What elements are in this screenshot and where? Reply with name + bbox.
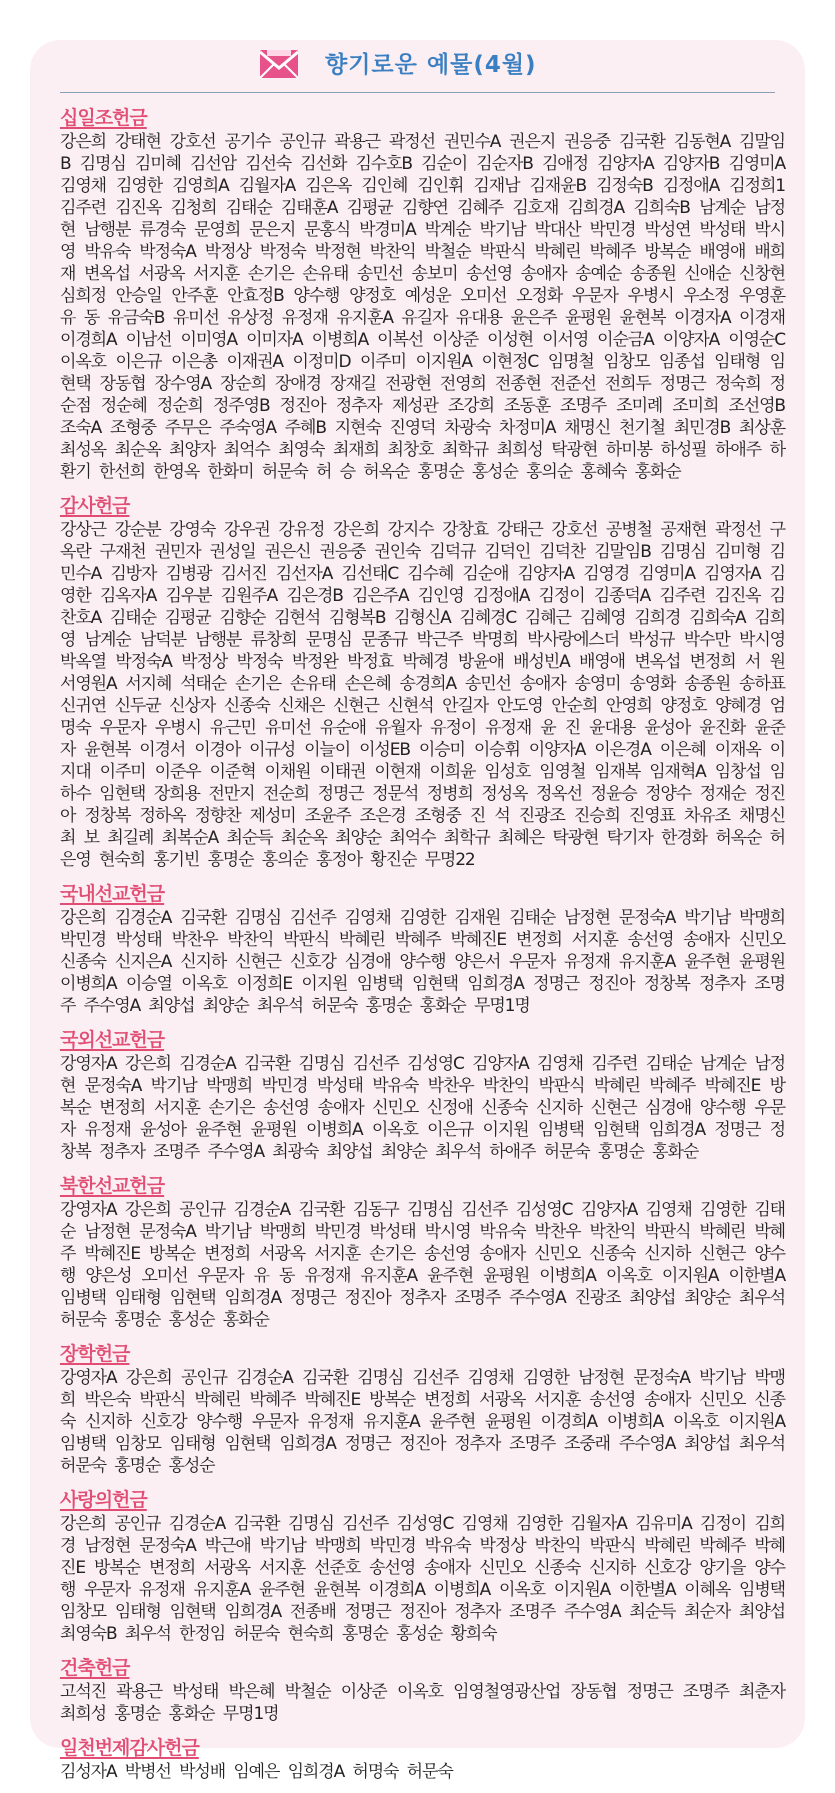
header: [30, 40, 805, 92]
section-names: 강은희 공인규 김경순A 김국환 김명심 김선주 김성영C 김영채 김영한 김월자A 김유미A 김정이 김희경 남정현 문정숙A 박근애 박기남 박맹희 박민경 박유숙 박정상 박찬익 박판식 박혜린 박혜주 박혜진E 방복순 변정희 서광옥 서지훈 선준호 송선영 송애자 신민오 신종숙 신지하 신호강 양기을 양수행 우문자 유정재 유지훈A 윤주현 윤현복 이경희A 이병희A 이옥호 이지원A 이한별A 이혜옥 임병택 임창모 임태형 임현택 임희경A 전종배 정명근 정진아 정추자 조명주 주수영A 최순득 최순자 최양섭 최영숙B 최우석 한정임 허문숙 현숙희 홍명순 홍성순 황희숙: [60, 1514, 785, 1644]
section-names: 고석진 곽용근 박성태 박은혜 박철순 이상준 이옥호 임영철영광산업 장동협 정명근 조명주 최춘자 최희성 홍명순 홍화순 무명1명: [60, 1682, 785, 1724]
section-title: 국외선교헌금: [60, 1029, 165, 1051]
section-title: 북한선교헌금: [60, 1175, 165, 1197]
offering-section: [60, 1735, 785, 1783]
section-names: 강영자A 강은희 김경순A 김국환 김명심 김선주 김성영C 김양자A 김영채 김주련 김태순 남계순 남정현 문정숙A 박기남 박맹희 박민경 박성태 박유숙 박찬우 박찬익 박판식 박혜린 박혜주 박혜진E 방복순 변정희 서지훈 손기은 송선영 송애자 신민오 신정애 신종숙 신지하 신현근 심경애 양수행 우문자 유정재 윤성아 윤주현 윤평원 이병희A 이옥호 이은규 이지원 임병택 임현택 임희경A 정명근 정창복 정추자 조명주 주수영A 최광숙 최양섭 최양순 최우석 하애주 허문숙 홍명순 홍화순: [60, 1054, 785, 1162]
section-names: 김성자A 박병선 박성배 임예은 임희경A 허명숙 허문숙: [60, 1762, 453, 1782]
offering-section: [60, 881, 785, 1017]
section-names: 강상근 강순분 강영숙 강우권 강유정 강은희 강지수 강창효 강태근 강호선 공병철 공재현 곽정선 구옥란 구재천 권민자 권성일 권은신 권응중 권인숙 김덕규 김덕인 김덕찬 김말임B 김명심 김미형 김민수A 김방자 김병광 김서진 김선자A 김선태C 김수혜 김순애 김양자A 김영경 김영미A 김영자A 김영한 김옥자A 김우분 김원주A 김은경B 김은주A 김인영 김정애A 김정이 김종덕A 김주련 김진옥 김찬호A 김태순 김평균 김향순 김현석 김형복B 김형신A 김혜경C 김혜근 김혜영 김희경 김희숙A 김희영 남계순 남덕분 남행분 류창희 문명심 문종규 박근주 박명희 박사랑에스더 박성규 박수만 박시영 박옥열 박정숙A 박정상 박정숙 박정완 박정효 박혜경 방윤애 배성빈A 배영애 변옥섭 변정희 서 원 서영원A 서지혜 석태순 손기은 손유태 손은혜 송경희A 송민선 송애자 송영미 송영화 송종원 송하표 신귀연 신두균 신상자 신종숙 신채은 신현근 신현석 안길자 안도영 안순희 안영희 양정호 양혜경 엄명숙 우문자 우병시 유근민 유미선 유순애 유월자 유정이 유정재 윤 진 윤대용 윤성아 윤진화 윤준자 윤현복 이경서 이경아 이규성 이늘이 이성EB 이승미 이승휘 이양자A 이은경A 이은혜 이재옥 이지대 이주미 이준우 이준혁 이채원 이태권 이현재 이희윤 임성호 임영철 임재복 임재혁A 임창섭 임하수 임현택 장희용 전만지 전순희 정명근 정문석 정병희 정성옥 정옥선 정윤승 정양수 정재순 정진아 정창복 정하옥 정향찬 제성미 조윤주 조은경 조형중 진 석 진광조 진승희 진영표 차유조 채명신 최 보 최길례 최복순A 최순득 최순옥 최양순 최억수 최학규 최혜은 탁광현 탁기자 한경화 허옥순 허은영 현숙희 홍기빈 홍명순 홍의순 홍정아 황진순 무명22: [60, 520, 785, 870]
section-names: 강은희 강태현 강호선 공기수 공인규 곽용근 곽정선 권민수A 권은지 권응중 김국환 김동현A 김말임B 김명심 김미혜 김선암 김선숙 김선화 김수호B 김순이 김순자B 김애정 김양자A 김양자B 김영미A 김영채 김영한 김영희A 김월자A 김은옥 김인혜 김인휘 김재남 김재윤B 김정숙B 김정애A 김정희1 김주련 김진옥 김청희 김태순 김태훈A 김평균 김향연 김혜주 김호재 김희경A 김희숙B 남계순 남정현 남행분 류경숙 문영희 문은지 문홍식 박경미A 박계순 박기남 박대산 박민경 박성연 박성태 박시영 박유숙 박정숙A 박정상 박정숙 박정현 박찬익 박철순 박판식 박혜린 박혜주 방복순 배영애 배희재 변옥섭 서광옥 서지훈 손기은 손유태 송민선 송보미 송선영 송애자 송예순 송종원 신애순 신창현 심희정 안승일 안주훈 안효정B 양수행 양정호 예성운 오미선 오정화 우문자 우병시 우소정 우영훈 유 동 유금숙B 유미선 유상정 유정재 유지훈A 유길자 유대용 윤은주 윤평원 윤현복 이경자A 이경재 이경희A 이남선 이미영A 이미자A 이병희A 이복선 이상준 이성현 이서영 이순금A 이양자A 이영순C 이옥호 이은규 이은총 이재권A 이정미D 이주미 이지원A 이현정C 임명철 임창모 임종섭 임태형 임현택 장동협 장수영A 장순희 장애경 장재길 전광현 전영희 전종현 전준선 전희두 정명근 정숙희 정순점 정순혜 정순희 정주영B 정진아 정추자 제성관 조강희 조동훈 조명주 조미례 조미희 조선영B 조숙A 조형중 주무은 주숙영A 주혜B 지현숙 진영덕 차광숙 차정미A 채명신 천기철 최민경B 최상훈 최성옥 최순옥 최양자 최억수 최영숙 최재희 최창호 최학규 최희성 탁광현 하미봉 하성필 하애주 하환기 한선희 한영옥 한화미 허문숙 허 승 허옥순 홍명순 홍성순 홍의순 홍혜숙 홍화순: [60, 132, 785, 482]
section-title: 감사헌금: [60, 495, 130, 517]
section-title: 사랑의헌금: [60, 1489, 147, 1511]
offering-section: [60, 1027, 785, 1163]
section-names: 강영자A 강은희 공인규 김경순A 김국환 김명심 김선주 김영채 김영한 남정현 문정숙A 박기남 박맹희 박은숙 박판식 박혜린 박혜주 박혜진E 방복순 변정희 서광옥 서지훈 송선영 송애자 신민오 신종숙 신지하 신호강 양수행 우문자 유정재 유지훈A 윤주현 윤평원 이경희A 이병희A 이옥호 이지원A 임병택 임창모 임태형 임현택 임희경A 정명근 정진아 정추자 조명주 조중래 주수영A 최양섭 최우석 허문숙 홍명순 홍성순: [60, 1368, 785, 1476]
section-title: 국내선교헌금: [60, 883, 165, 905]
offering-section: [60, 105, 785, 483]
section-names: 강은희 김경순A 김국환 김명심 김선주 김영채 김영한 김재원 김태순 남정현 문정숙A 박기남 박맹희 박민경 박성태 박찬우 박찬익 박판식 박혜린 박혜주 박혜진E 변정희 서지훈 송선영 송애자 신민오 신종숙 신지은A 신지하 신현근 신호강 심경애 양수행 양은서 우문자 유정재 유지훈A 윤주현 윤평원 이병희A 이승열 이옥호 이정희E 이지원 임병택 임현택 임희경A 정명근 정진아 정창복 정추자 조명주 주수영A 최양섭 최양순 최우석 허문숙 홍명순 홍화순 무명1명: [60, 908, 785, 1016]
page-title: 향기로운 예물(4월): [325, 52, 537, 78]
section-title: 장학헌금: [60, 1343, 130, 1365]
section-title: 건축헌금: [60, 1657, 130, 1679]
offering-section: [60, 1341, 785, 1477]
section-title: 일천번제감사헌금: [60, 1737, 199, 1759]
section-title: 십일조헌금: [60, 107, 147, 129]
offering-list: [60, 105, 785, 1793]
offering-section: [60, 1173, 785, 1331]
section-names: 강영자A 강은희 공인규 김경순A 김국환 김동구 김명심 김선주 김성영C 김양자A 김영채 김영한 김태순 남정현 문정숙A 박기남 박맹희 박민경 박성태 박시영 박유숙 박찬우 박찬익 박판식 박혜린 박혜주 박혜진E 방복순 변정희 서광옥 서지훈 손기은 송선영 송애자 신민오 신종숙 신지하 신현근 양수행 양은성 오미선 우문자 유 동 유정재 유지훈A 윤주현 윤평원 이병희A 이옥호 이지원A 이한별A 임병택 임태형 임현택 임희경A 정명근 정진아 정추자 조명주 주수영A 진광조 최양섭 최양순 최우석 허문숙 홍명순 홍성순 홍화순: [60, 1200, 785, 1330]
offering-section: [60, 1655, 785, 1725]
title-divider: [60, 92, 775, 93]
offering-section: [60, 1487, 785, 1645]
envelope-icon: [259, 48, 299, 80]
offering-section: [60, 493, 785, 871]
